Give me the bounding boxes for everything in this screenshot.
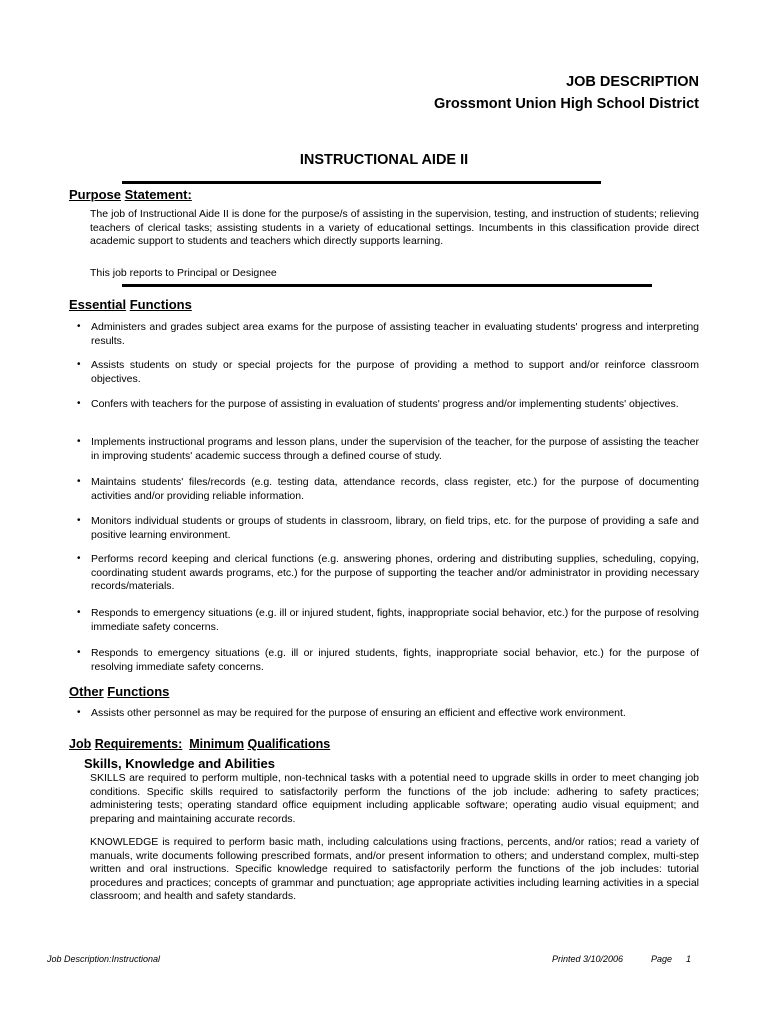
bullet-icon: • [77,607,81,618]
document-header [434,71,699,115]
reports-to-text: This job reports to Principal or Designee [90,267,277,279]
list-item: • Confers with teachers for the purpose of assisting in evaluation of students' progress and/or implementing students' objectives. [77,398,679,410]
bullet-icon: • [77,398,81,409]
bullet-icon: • [77,553,81,564]
bullet-icon: • [77,359,81,370]
job-requirements-heading: Job Requirements: Minimum Qualifications [69,737,331,751]
footer-printed-date: Printed 3/10/2006 [552,954,624,964]
list-item: • Performs record keeping and clerical functions (e.g. answering phones, ordering and distributing supplies, scheduling, copying, coordinating student awards programs, etc.) for the purpose of supporting the teacher and/or administrator in providing necessary records/materials. [77,553,699,592]
header-district-name: Grossmont Union High School District [433,96,699,112]
bullet-icon: • [77,476,81,487]
page-title: INSTRUCTIONAL AIDE II [299,152,469,168]
essential-functions-heading: Essential Functions [69,297,192,312]
list-item: • Assists other personnel as may be required for the purpose of ensuring an efficient and effective work environment. [77,707,626,719]
bullet-icon: • [77,321,81,332]
footer-page-label: Page [651,954,673,964]
divider-rule [122,181,601,184]
knowledge-paragraph: KNOWLEDGE is required to perform basic math, including calculations using fractions, percents, and/or ratios; read a variety of manuals, write documents following prescribed formats, and/or present information to others; and understand complex, multi-step written and oral instructions. Specific knowledge required to satisfactorily perform the functions of the job includes: tutorial procedures and practices; concepts of grammar and punctuation; age appropriate activities including learning activities in a special classroom; and health and safety standards. [90,836,699,902]
skills-knowledge-abilities-heading: Skills, Knowledge and Abilities [84,756,275,771]
bullet-icon: • [77,436,81,447]
bullet-icon: • [77,647,81,658]
divider-rule [122,284,652,287]
list-item: • Responds to emergency situations (e.g. ill or injured student, fights, inappropriate social behavior, etc.) for the purpose of resolving immediate safety concerns. [77,607,699,633]
other-functions-heading: Other Functions [69,684,170,699]
footer-document-name: Job Description:Instructional [47,954,161,964]
list-item: • Responds to emergency situations (e.g. ill or injured students, fights, inappropriate social behavior, etc.) for the purpose of resolving immediate safety concerns. [77,647,699,673]
purpose-paragraph: The job of Instructional Aide II is done for the purpose/s of assisting in the supervision, testing, and instruction of students; relieving teachers of clerical tasks; assisting students in a variety of educational settings. Incumbents in this classification provide direct academic support to students and teachers which directly supports learning. [90,208,699,247]
footer-page-number: 1 [686,954,692,964]
list-item: • Assists students on study or special projects for the purpose of providing a method to support and/or reinforce classroom objectives. [77,359,699,385]
header-job-description: JOB DESCRIPTION [566,74,699,90]
bullet-icon: • [77,515,81,526]
list-item: • Monitors individual students or groups of students in classroom, library, on field trips, etc. for the purpose of providing a safe and positive learning environment. [77,515,699,541]
bullet-icon: • [77,707,81,718]
list-item: • Implements instructional programs and lesson plans, under the supervision of the teacher, for the purpose of assisting the teacher in improving students' academic success through a defined course of study. [77,436,699,462]
list-item: • Administers and grades subject area exams for the purpose of assisting teacher in evaluating students' progress and interpreting results. [77,321,699,347]
skills-paragraph: SKILLS are required to perform multiple, non-technical tasks with a potential need to upgrade skills in order to meet changing job conditions. Specific skills required to satisfactorily perform the functions of the job include: adhering to safety practices; administering tests; operating standard office equipment including applicable software; operating audio visual equipment; and preparing and maintaining accurate records. [90,772,699,825]
list-item: • Maintains students' files/records (e.g. testing data, attendance records, class register, etc.) for the purpose of documenting activities and/or providing reliable information. [77,476,699,502]
purpose-heading: Purpose Statement: [69,187,192,202]
